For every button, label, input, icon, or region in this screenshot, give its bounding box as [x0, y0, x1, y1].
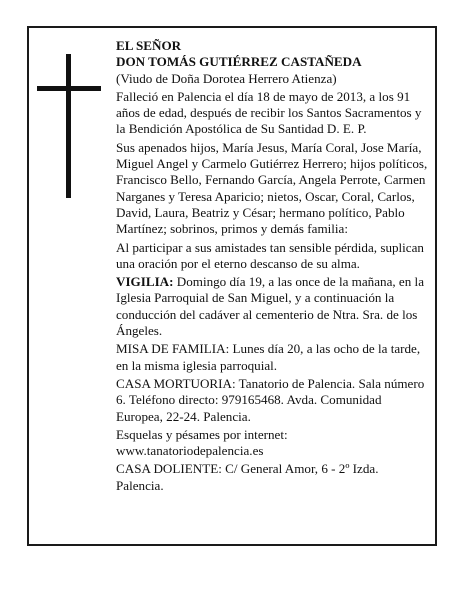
family-mass-text: Lunes día 20, a las ocho de la tarde, en la misma iglesia parroquial. — [116, 341, 421, 373]
online-paragraph — [116, 427, 428, 460]
vigil-paragraph — [116, 274, 428, 339]
family-mass-paragraph — [116, 341, 428, 374]
mourning-home-text: C/ General Amor, 6 - 2º Izda. Palencia. — [116, 461, 379, 493]
cross-icon — [37, 54, 101, 198]
vigil-text: Domingo día 19, a las once de la mañana, en la Iglesia Parroquial de San Miguel, y a continuación la conducción del cadáver al cementerio de Ntra. Sra. de los Ángeles. — [116, 274, 425, 339]
cross-vertical-bar — [66, 54, 71, 198]
widower-note: (Viudo de Doña Dorotea Herrero Atienza) — [116, 70, 337, 86]
mourning-home-label: CASA DOLIENTE: — [116, 461, 222, 477]
family-mass-label: MISA DE FAMILIA: — [116, 341, 230, 357]
family-list: Sus apenados hijos, María Jesus, María Coral, Jose María, Miguel Angel y Carmelo Gutiérrez Herrero; hijos políticos, Francisco Bello, Fernando García, Angela Perrote, Carmen Narganes y Teresa Aparicio; nietos, Oscar, Coral, Carlos, David, Laura, Beatriz y César; hermano político, Pablo Martínez; sobrinos, primos y demás familia: — [116, 139, 428, 237]
death-notice: Falleció en Palencia el día 18 de mayo de 2013, a los 91 años de edad, después de recibir los Santos Sacramentos y la Bendición Apostólica de Su Santidad D. E. P. — [116, 88, 422, 137]
mourning-home-paragraph — [116, 461, 428, 494]
vigil-label: VIGILIA: — [116, 274, 174, 290]
cross-horizontal-bar — [37, 86, 101, 91]
funeral-home-paragraph — [116, 376, 428, 425]
header-block — [116, 38, 428, 87]
online-line1: Esquelas y pésames por internet: — [116, 426, 288, 442]
online-url: www.tanatoriodepalencia.es — [116, 443, 264, 459]
header-title: EL SEÑOR — [116, 38, 182, 53]
prayer-request: Al participar a sus amistades tan sensible pérdida, suplican una oración por el eterno descanso de su alma. — [116, 239, 424, 271]
deceased-name: DON TOMÁS GUTIÉRREZ CASTAÑEDA — [116, 54, 362, 70]
funeral-home-label: CASA MORTUORIA: — [116, 375, 236, 391]
funeral-home-text: Tanatorio de Palencia. Sala número 6. Teléfono directo: 979165468. Avda. Comunidad Europea, 22-24. Palencia. — [116, 375, 425, 424]
obituary-text — [116, 38, 428, 496]
